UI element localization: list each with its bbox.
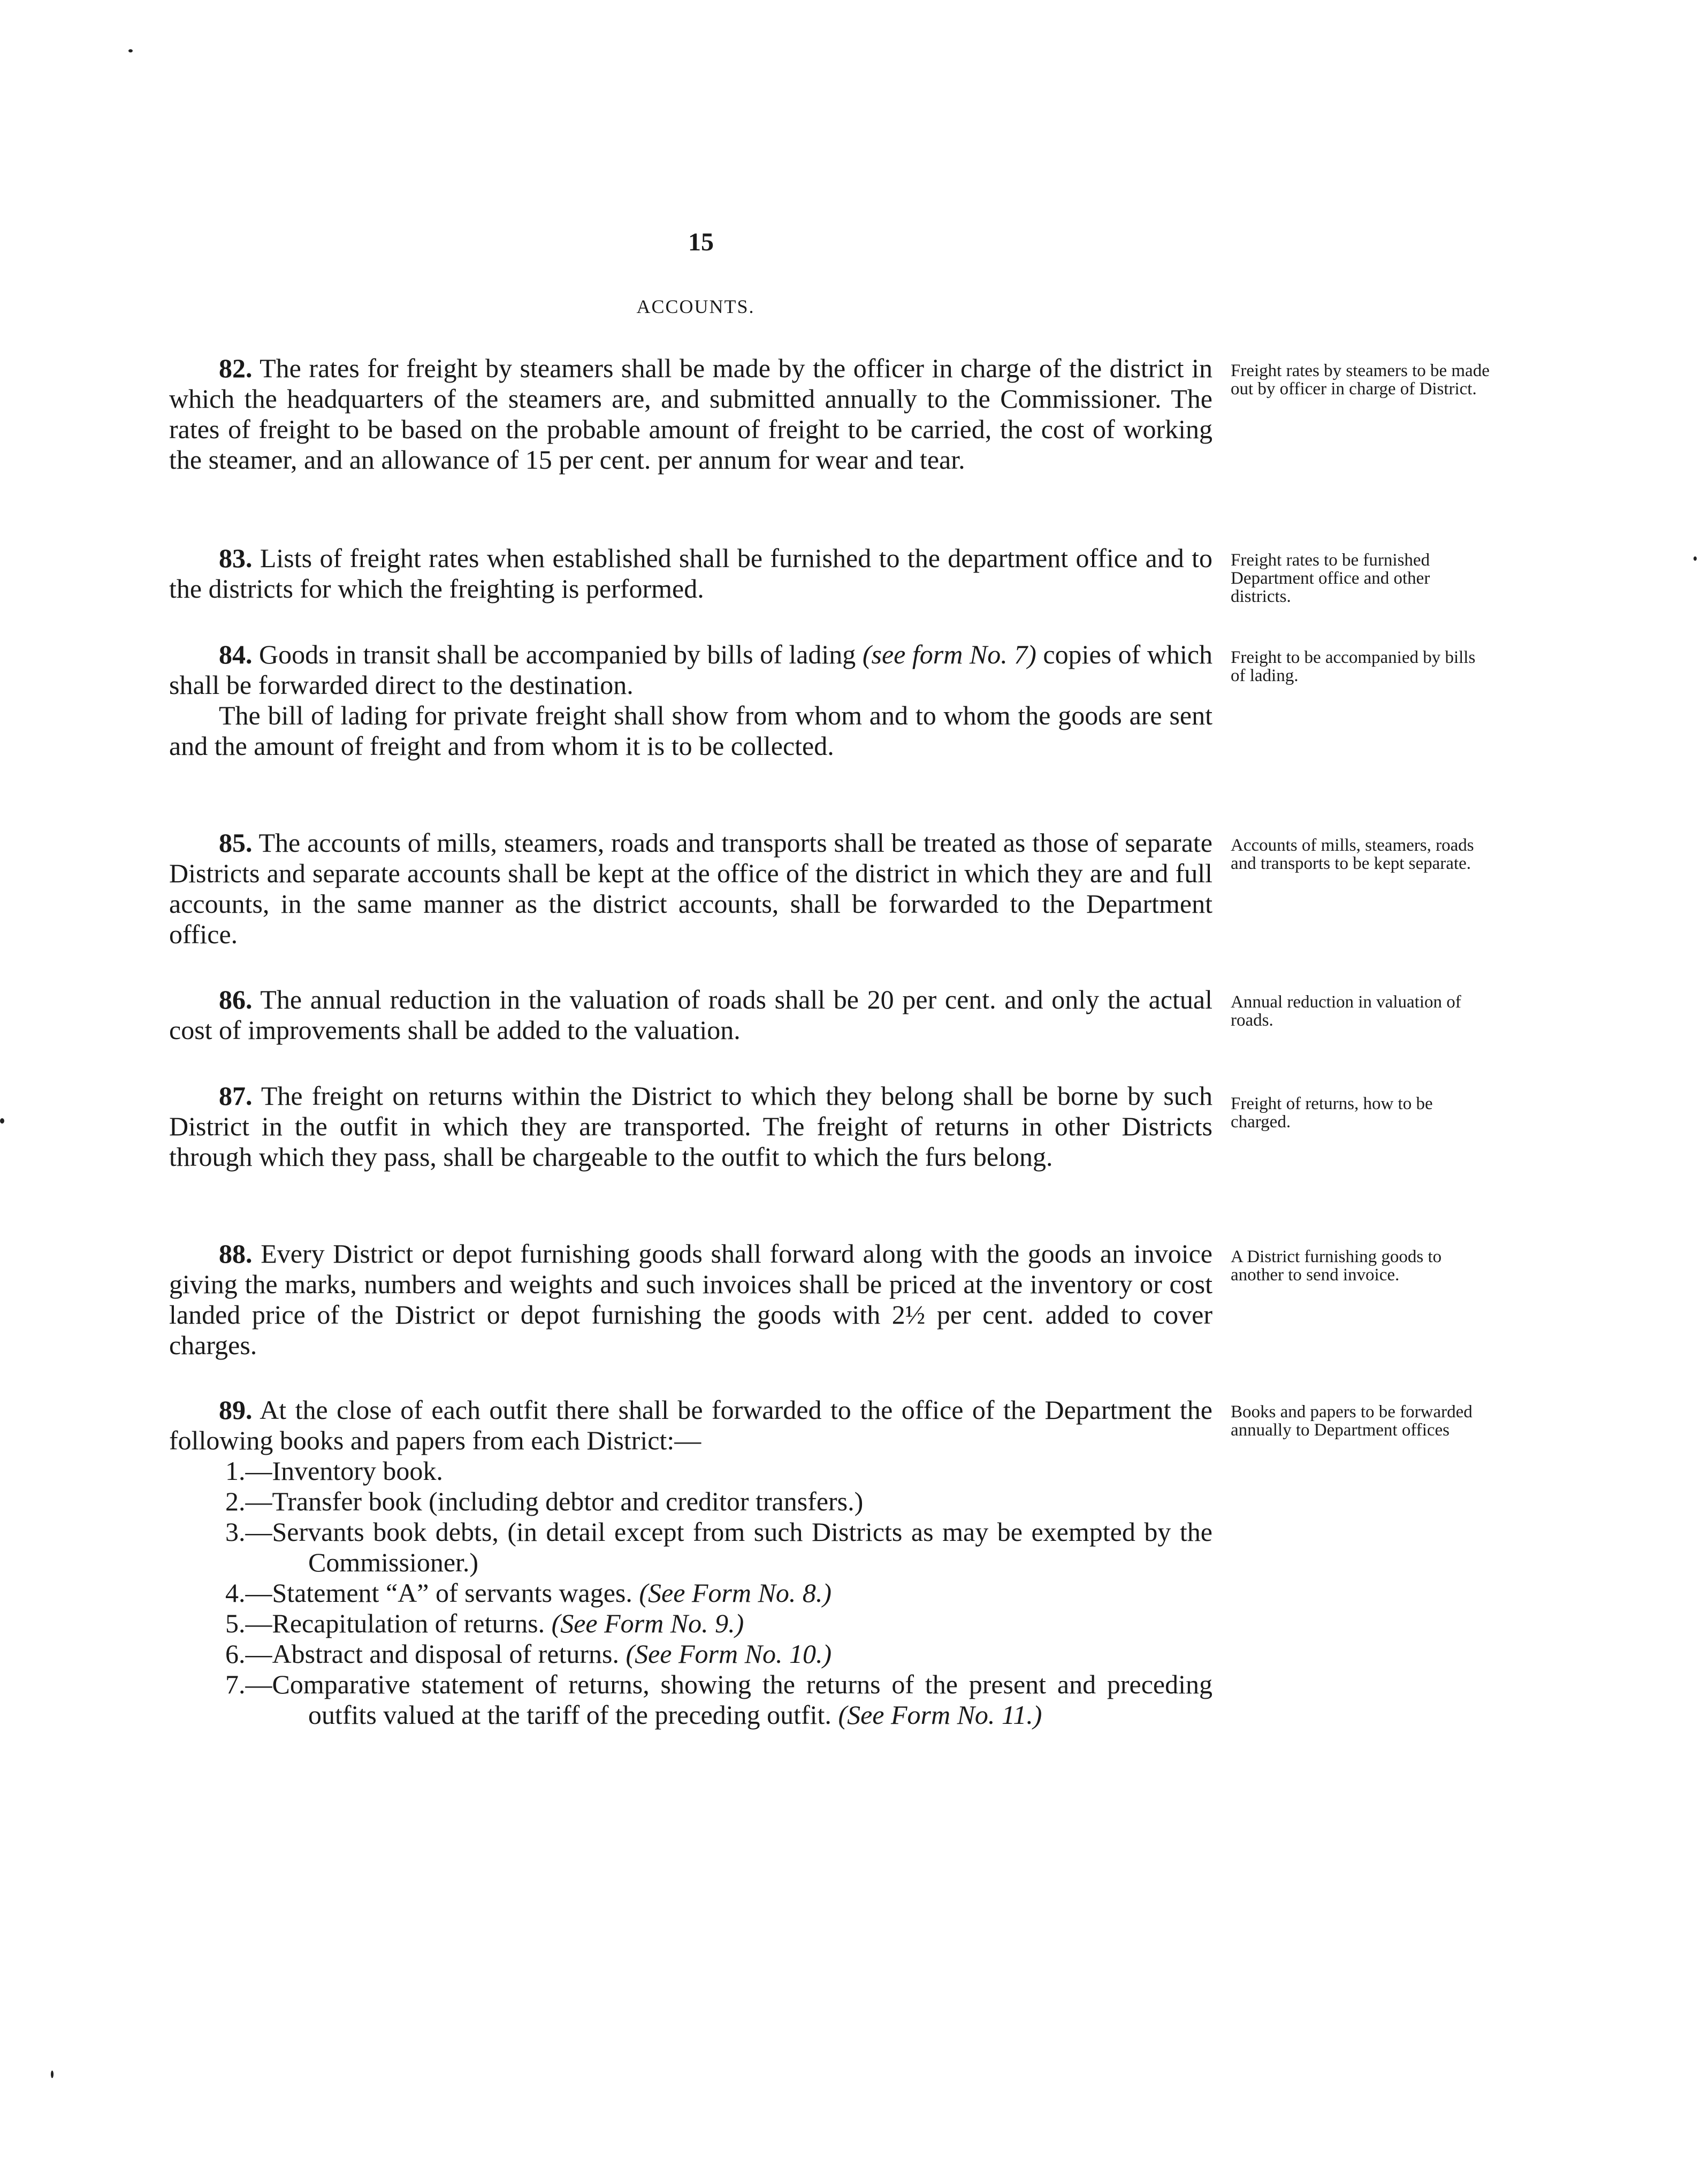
section-number: 87.: [219, 1081, 253, 1111]
scan-speck: [0, 1118, 4, 1124]
margin-note-83: Freight rates to be furnished Department office and other districts.: [1231, 551, 1430, 606]
margin-note-88: A District furnishing goods to another to send invoice.: [1231, 1247, 1442, 1285]
section-number: 89.: [219, 1395, 253, 1425]
list-item: 3.—Servants book debts, (in detail except from such Districts as may be exempted by the Commissioner.): [225, 1517, 1212, 1577]
section-82: [169, 353, 1212, 475]
section-title: ACCOUNTS.: [636, 296, 755, 317]
section-85: [169, 828, 1212, 950]
section-number: 86.: [219, 984, 253, 1014]
books-list: [169, 1456, 1212, 1730]
margin-note-85: Accounts of mills, steamers, roads and transports to be kept separate.: [1231, 836, 1474, 873]
section-text: Every District or depot furnishing goods shall forward along with the goods an invoice giving the marks, numbers and weights and such invoices shall be priced at the inventory or cost landed price of the District or depot furnishing the goods with 2½ per cent. added to cover charges.: [169, 1239, 1212, 1360]
section-number: 83.: [219, 543, 253, 573]
section-84: [169, 639, 1212, 761]
section-87: [169, 1081, 1212, 1172]
section-text: The freight on returns within the District to which they belong shall be borne by such District in the outfit in which they are transported. The freight of returns in other Districts through which they pass, shall be chargeable to the outfit to which the furs belong.: [169, 1081, 1212, 1172]
list-item: 1.—Inventory book.: [225, 1456, 443, 1486]
margin-note-82: Freight rates by steamers to be made out by officer in charge of District.: [1231, 361, 1490, 399]
form-reference: (see form No. 7): [862, 639, 1036, 669]
margin-note-89: Books and papers to be forwarded annually to Department offices: [1231, 1402, 1473, 1440]
section-text: Goods in transit shall be accompanied by bills of lading: [259, 639, 856, 669]
section-88: [169, 1239, 1212, 1361]
form-reference: (See Form No. 11.): [838, 1700, 1042, 1730]
form-reference: (See Form No. 8.): [639, 1578, 832, 1608]
section-text: copies of which shall be forwarded direct to the destination.: [169, 639, 1213, 700]
section-number: 84.: [219, 639, 253, 669]
section-86: [169, 984, 1212, 1045]
section-number: 85.: [219, 828, 253, 858]
list-item: 6.—Abstract and disposal of returns. (See Form No. 10.): [225, 1639, 832, 1669]
form-reference: (See Form No. 10.): [626, 1639, 832, 1669]
scan-speck: [128, 49, 133, 52]
list-item: 4.—Statement “A” of servants wages. (See Form No. 8.): [225, 1578, 832, 1608]
section-text: The bill of lading for private freight shall show from whom and to whom the goods are sent and the amount of freight and from whom it is to be collected.: [169, 700, 1212, 761]
margin-note-86: Annual reduction in valuation of roads.: [1231, 992, 1461, 1030]
margin-note-84: Freight to be accompanied by bills of lading.: [1231, 648, 1476, 685]
section-text: The annual reduction in the valuation of roads shall be 20 per cent. and only the actual cost of improvements shall be added to the valuation.: [169, 984, 1212, 1045]
scan-speck: [51, 2071, 54, 2078]
form-reference: (See Form No. 9.): [551, 1608, 744, 1638]
section-89: [169, 1395, 1212, 1730]
section-text: The accounts of mills, steamers, roads and transports shall be treated as those of separate Districts and separate accounts shall be kept at the office of the district in which they are and full accounts, in the same manner as the district accounts, shall be forwarded to the Department office.: [169, 828, 1212, 949]
scan-speck: [1694, 556, 1697, 561]
section-number: 88.: [219, 1239, 253, 1269]
section-83: [169, 543, 1212, 604]
section-text: At the close of each outfit there shall be forwarded to the office of the Department the following books and papers from each District:—: [169, 1395, 1212, 1455]
margin-note-87: Freight of returns, how to be charged.: [1231, 1094, 1433, 1132]
list-item: 2.—Transfer book (including debtor and creditor transfers.): [225, 1486, 864, 1516]
section-number: 82.: [219, 353, 253, 383]
section-text: Lists of freight rates when established shall be furnished to the department office and to the districts for which the freighting is performed.: [169, 543, 1212, 604]
list-item: 5.—Recapitulation of returns. (See Form No. 9.): [225, 1608, 744, 1638]
list-item: 7.—Comparative statement of returns, showing the returns of the present and preceding outfits valued at the tariff of the preceding outfit. (See Form No. 11.): [225, 1669, 1212, 1730]
page-number: 15: [688, 228, 714, 256]
section-text: The rates for freight by steamers shall be made by the officer in charge of the district in which the headquarters of the steamers are, and submitted annually to the Commissioner. The rates of freight to be based on the probable amount of freight to be carried, the cost of working the steamer, and an allowance of 15 per cent. per annum for wear and tear.: [169, 353, 1212, 475]
